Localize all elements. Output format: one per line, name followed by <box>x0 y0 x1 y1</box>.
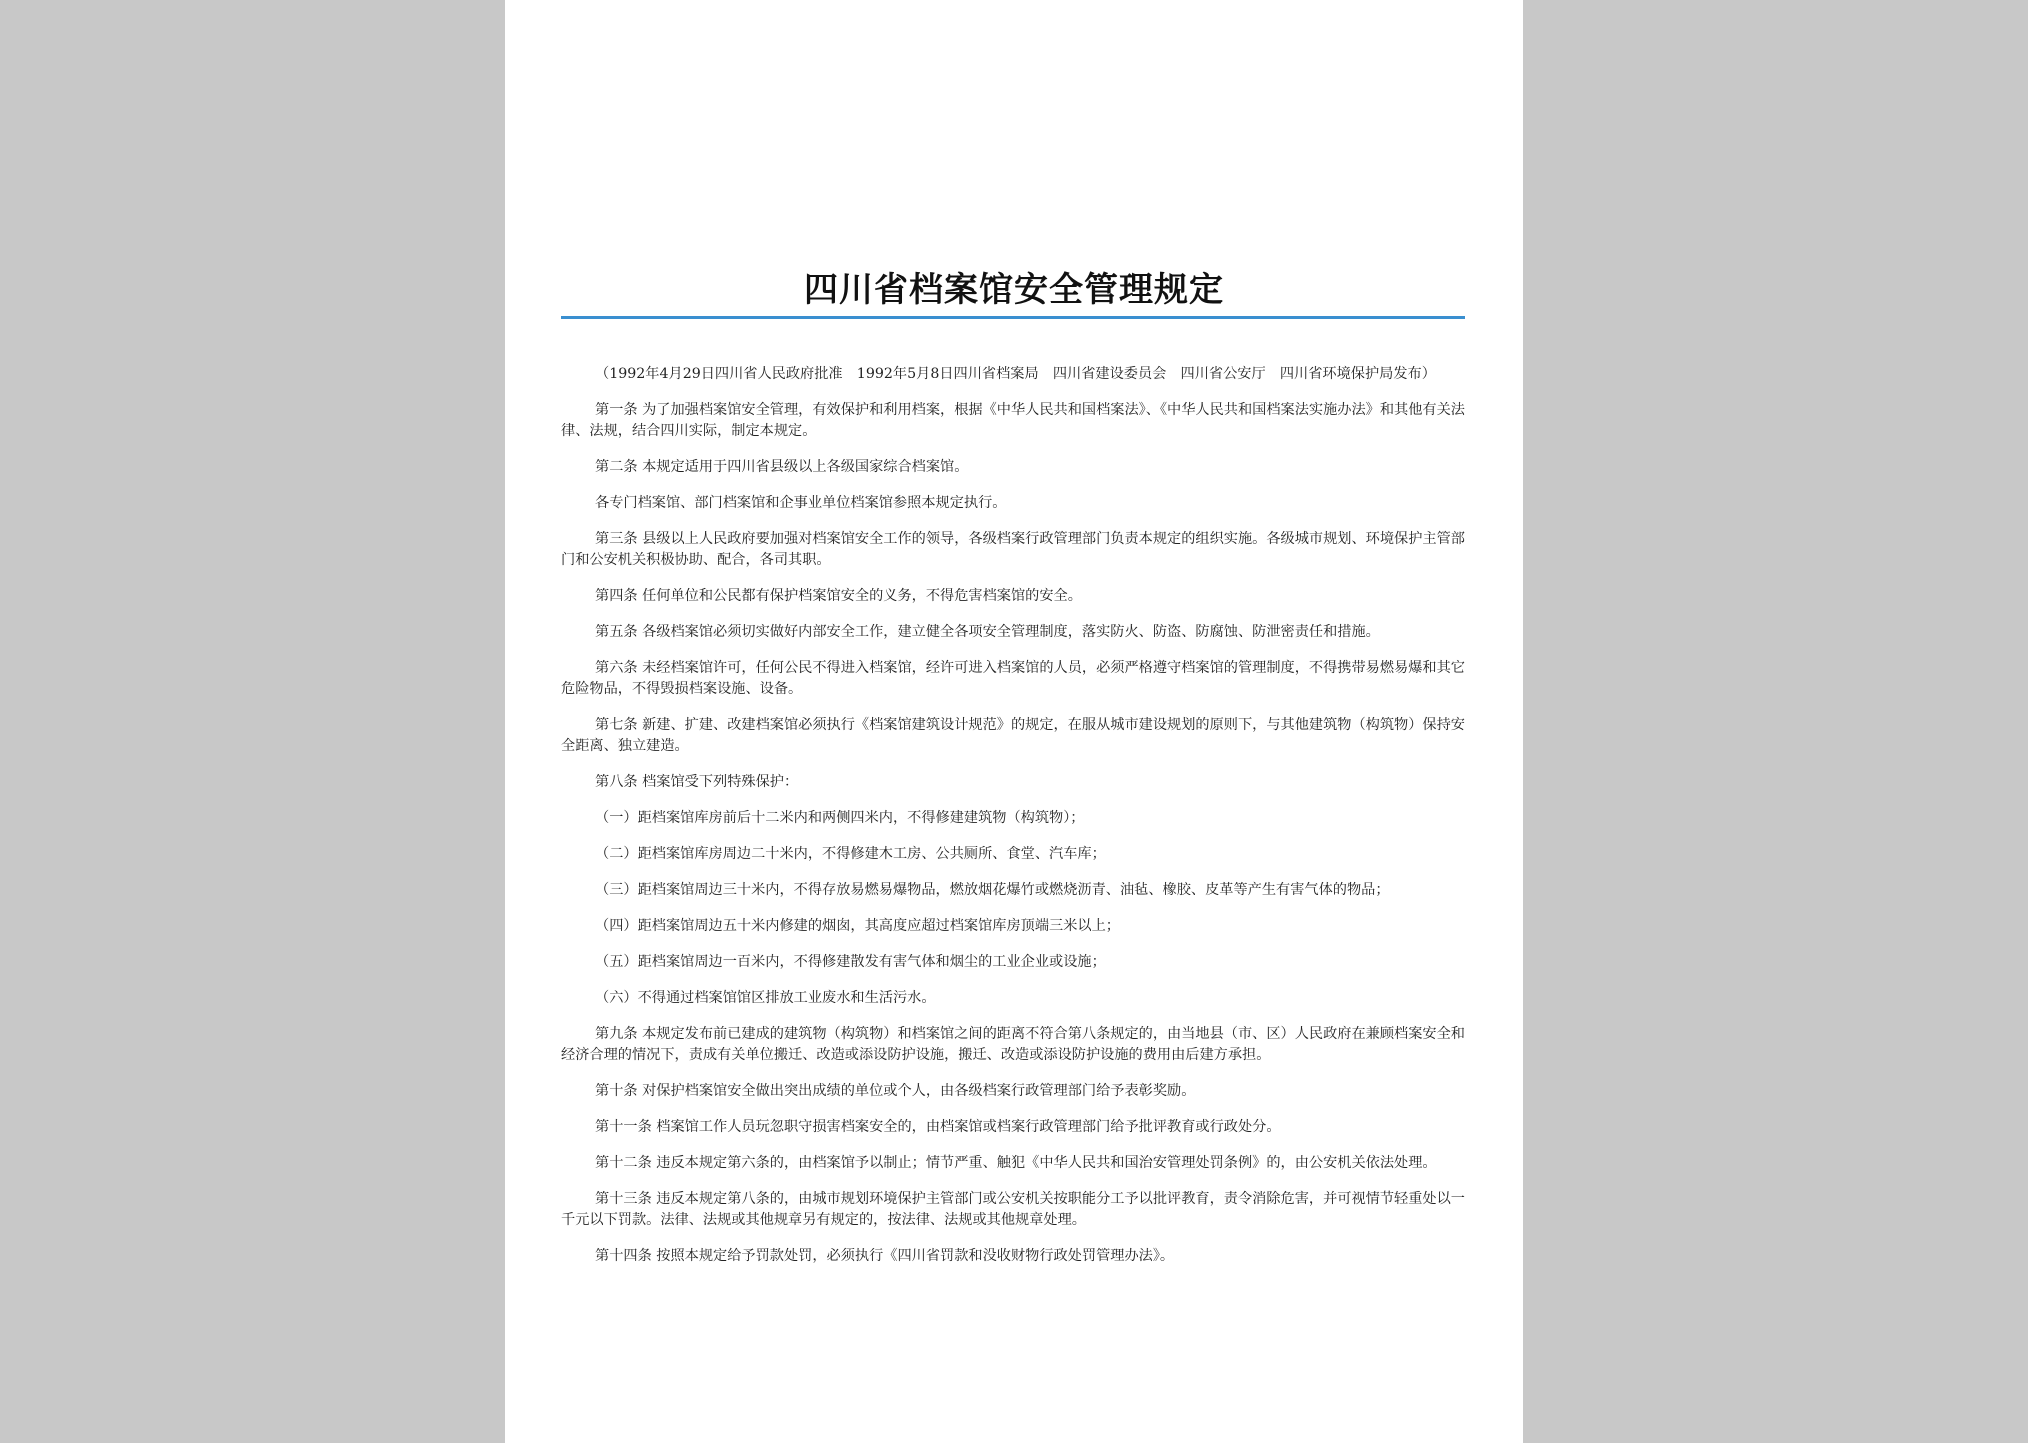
paragraph: 第四条 任何单位和公民都有保护档案馆安全的义务，不得危害档案馆的安全。 <box>595 588 1082 604</box>
paragraph: 第十一条 档案馆工作人员玩忽职守损害档案安全的，由档案馆或档案行政管理部门给予批评教育或行政处分。 <box>595 1119 1281 1135</box>
paragraph: （五）距档案馆周边一百米内，不得修建散发有害气体和烟尘的工业企业或设施； <box>595 954 1106 970</box>
paragraph: （六）不得通过档案馆馆区排放工业废水和生活污水。 <box>595 990 936 1006</box>
paragraph: （一）距档案馆库房前后十二米内和两侧四米内，不得修建建筑物（构筑物）； <box>595 810 1085 826</box>
document-page <box>505 0 1523 1443</box>
paragraph: 第十条 对保护档案馆安全做出突出成绩的单位或个人，由各级档案行政管理部门给予表彰奖励。 <box>595 1083 1196 1099</box>
paragraph: （1992年4月29日四川省人民政府批准 1992年5月8日四川省档案局 四川省建设委员会 四川省公安厅 四川省环境保护局发布） <box>595 366 1436 382</box>
paragraph: 各专门档案馆、部门档案馆和企事业单位档案馆参照本规定执行。 <box>595 495 1007 511</box>
paragraph: 第三条 县级以上人民政府要加强对档案馆安全工作的领导，各级档案行政管理部门负责本规定的组织实施。各级城市规划、环境保护主管部门和公安机关积极协助、配合，各司其职。 <box>561 531 1465 568</box>
paragraph: 第一条 为了加强档案馆安全管理，有效保护和利用档案，根据《中华人民共和国档案法》、《中华人民共和国档案法实施办法》和其他有关法律、法规，结合四川实际，制定本规定。 <box>561 402 1465 439</box>
paragraph: （四）距档案馆周边五十米内修建的烟囱，其高度应超过档案馆库房顶端三米以上； <box>595 918 1120 934</box>
paragraph: 第六条 未经档案馆许可，任何公民不得进入档案馆，经许可进入档案馆的人员，必须严格遵守档案馆的管理制度，不得携带易燃易爆和其它危险物品，不得毁损档案设施、设备。 <box>561 660 1465 697</box>
paragraph: 第二条 本规定适用于四川省县级以上各级国家综合档案馆。 <box>595 459 969 475</box>
paragraph: （三）距档案馆周边三十米内，不得存放易燃易爆物品，燃放烟花爆竹或燃烧沥青、油毡、橡胶、皮革等产生有害气体的物品； <box>595 882 1390 898</box>
paragraph: 第十三条 违反本规定第八条的，由城市规划环境保护主管部门或公安机关按职能分工予以批评教育，责令消除危害，并可视情节轻重处以一千元以下罚款。法律、法规或其他规章另有规定的，按法律、法规或其他规章处理。 <box>561 1191 1465 1228</box>
paragraph: 第七条 新建、扩建、改建档案馆必须执行《档案馆建筑设计规范》的规定，在服从城市建设规划的原则下，与其他建筑物（构筑物）保持安全距离、独立建造。 <box>561 717 1465 754</box>
document-title: 四川省档案馆安全管理规定 <box>804 270 1224 310</box>
paragraph: 第五条 各级档案馆必须切实做好内部安全工作，建立健全各项安全管理制度，落实防火、防盗、防腐蚀、防泄密责任和措施。 <box>595 624 1380 640</box>
paragraph: 第十二条 违反本规定第六条的，由档案馆予以制止；情节严重、触犯《中华人民共和国治安管理处罚条例》的，由公安机关依法处理。 <box>595 1155 1437 1171</box>
paragraph: （二）距档案馆库房周边二十米内，不得修建木工房、公共厕所、食堂、汽车库； <box>595 846 1106 862</box>
document-body <box>561 364 1465 1282</box>
title-divider <box>561 316 1465 319</box>
paragraph: 第十四条 按照本规定给予罚款处罚，必须执行《四川省罚款和没收财物行政处罚管理办法》。 <box>595 1248 1175 1264</box>
paragraph: 第八条 档案馆受下列特殊保护： <box>595 774 799 790</box>
paragraph: 第九条 本规定发布前已建成的建筑物（构筑物）和档案馆之间的距离不符合第八条规定的，由当地县（市、区）人民政府在兼顾档案安全和经济合理的情况下，责成有关单位搬迁、改造或添设防护设施，搬迁、改造或添设防护设施的费用由后建方承担。 <box>561 1026 1465 1063</box>
